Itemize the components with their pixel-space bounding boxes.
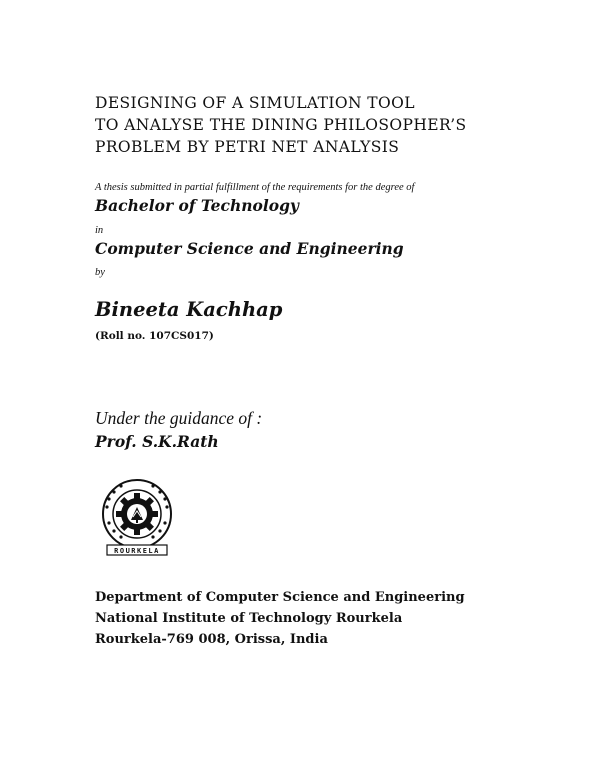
thesis-title: [95, 92, 555, 158]
roll-number: (Roll no. 107CS017): [95, 330, 214, 342]
guide-name: Prof. S.K.Rath: [95, 432, 219, 451]
author-name: Bineeta Kachhap: [95, 298, 283, 321]
in-connector: in: [95, 225, 104, 236]
degree-name: Bachelor of Technology: [95, 196, 299, 215]
submission-statement: A thesis submitted in partial fulfillment of the requirements for the degree of: [95, 182, 415, 193]
address-line-1: Department of Computer Science and Engineering: [95, 590, 465, 605]
seal-banner-text: ROURKELA: [114, 547, 160, 555]
title-line-3: PROBLEM BY PETRI NET ANALYSIS: [95, 138, 400, 156]
department-address: [95, 587, 465, 650]
institute-seal-icon: [93, 477, 181, 557]
address-line-3: Rourkela-769 008, Orissa, India: [95, 632, 328, 647]
discipline-name: Computer Science and Engineering: [95, 239, 404, 258]
title-line-2: TO ANALYSE THE DINING PHILOSOPHER’S: [95, 116, 467, 134]
by-connector: by: [95, 267, 105, 278]
guidance-label: Under the guidance of :: [95, 408, 263, 428]
address-line-2: National Institute of Technology Rourkela: [95, 611, 403, 626]
title-line-1: DESIGNING OF A SIMULATION TOOL: [95, 94, 415, 112]
